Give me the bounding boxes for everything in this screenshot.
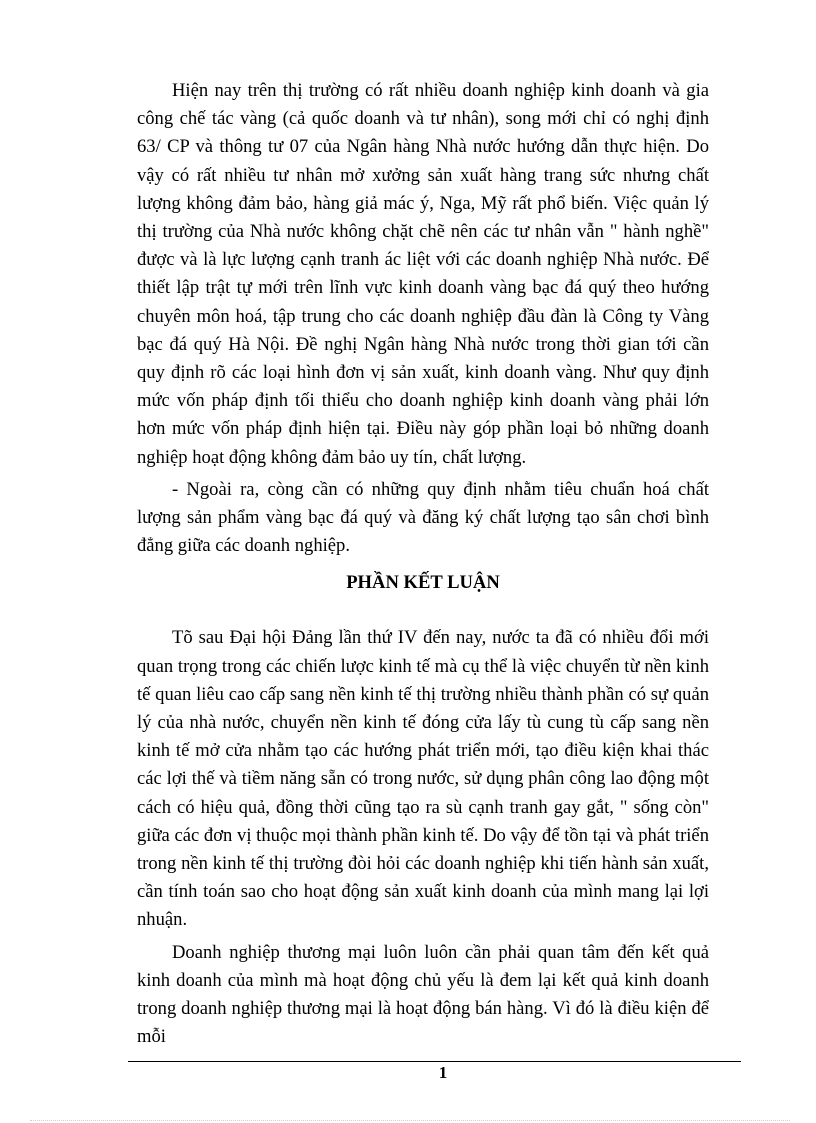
paragraph-additional-regulation: - Ngoài ra, còng cần có những quy định nhằm tiêu chuẩn hoá chất lượng sản phẩm vàng bạc đá quý và đăng ký chất lượng tạo sân chơi bình đẳng giữa các doanh nghiệp. [137,478,709,557]
page-number: 1 [438,1063,448,1082]
footer-divider [128,1061,741,1062]
section-heading-conclusion: PHẦN KẾT LUẬN [346,572,500,594]
paragraph-conclusion-sales: Doanh nghiệp thương mại luôn luôn cần phải quan tâm đến kết quả kinh doanh của mình mà hoạt động chủ yếu là đem lại kết quả kinh doanh trong doanh nghiệp thương mại là hoạt động bán hàng. Vì đó là điều kiện để mỗi [137,941,709,1048]
page-bottom-edge [30,1120,790,1121]
paragraph-conclusion-intro: Tõ sau Đại hội Đảng lần thứ IV đến nay, nước ta đã có nhiều đổi mới quan trọng trong các chiến lược kinh tế mà cụ thể là việc chuyển từ nền kinh tế quan liêu cao cấp sang nền kinh tế thị trường nhiều thành phần có sự quản lý của nhà nước, chuyển nền kinh tế đóng cửa lấy tù cung tù cấp sang nền kinh tế mở cửa nhằm tạo các hướng phát triển mới, tạo điều kiện khai thác các lợi thế và tiềm năng sẵn có trong nước, sử dụng phân công lao động một cách có hiệu quả, đồng thời cũng tạo ra sù cạnh tranh gay gắt, " sống còn" giữa các đơn vị thuộc mọi thành phần kinh tế. Do vậy để tồn tại và phát triển trong nền kinh tế thị trường đòi hỏi các doanh nghiệp khi tiến hành sản xuất, cần tính toán sao cho hoạt động sản xuất kinh doanh của mình mang lại lợi nhuận. [137,627,709,931]
document-body [137,77,709,1052]
paragraph-market-situation: Hiện nay trên thị trường có rất nhiều doanh nghiệp kinh doanh và gia công chế tác vàng (cả quốc doanh và tư nhân), song mới chỉ có nghị định 63/ CP và thông tư 07 của Ngân hàng Nhà nước hướng dẫn thực hiện. Do vậy có rất nhiều tư nhân mở xưởng sản xuất hàng trang sức nhưng chất lượng không đảm bảo, hàng giả mác ý, Nga, Mỹ rất phổ biến. Việc quản lý thị trường của Nhà nước không chặt chẽ nên các tư nhân vẫn " hành nghề" được và là lực lượng cạnh tranh ác liệt với các doanh nghiệp Nhà nước. Để thiết lập trật tự mới trên lĩnh vực kinh doanh vàng bạc đá quý theo hướng chuyên môn hoá, tập trung cho các doanh nghiệp đầu đàn là Công ty Vàng bạc đá quý Hà Nội. Đề nghị Ngân hàng Nhà nước trong thời gian tới cần quy định rõ các loại hình đơn vị sản xuất, kinh doanh vàng. Như quy định mức vốn pháp định tối thiểu cho doanh nghiệp kinh doanh vàng phải lớn hơn mức vốn pháp định hiện tại. Điều này góp phần loại bỏ những doanh nghiệp hoạt động không đảm bảo uy tín, chất lượng. [137,80,709,468]
